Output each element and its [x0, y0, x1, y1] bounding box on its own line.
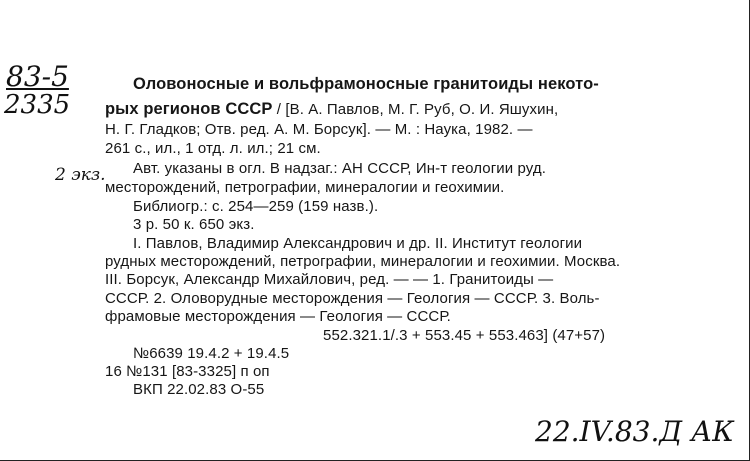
- vkp-stamp: ВКП 22.02.83 О-55: [133, 381, 265, 398]
- handwritten-date-note: 22.IV.83.Д АК: [535, 415, 734, 448]
- title-line-2: [105, 100, 558, 119]
- handwritten-code-bottom: 2335: [4, 90, 71, 120]
- authors-text: / [В. А. Павлов, М. Г. Руб, О. И. Яшухин,: [272, 101, 559, 118]
- publication-line: Н. Г. Гладков; Отв. ред. А. М. Борсук]. — М. : Наука, 1982. —: [105, 121, 533, 138]
- institute-note: месторождений, петрографии, минералогии и геохимии.: [105, 179, 505, 196]
- physical-description: 261 с., ил., 1 отд. л. ил.; 21 см.: [105, 140, 321, 157]
- price-copies: 3 р. 50 к. 650 экз.: [133, 216, 255, 233]
- handwritten-margin-note: 2 экз.: [55, 165, 106, 185]
- bbk-classification: №6639 19.4.2 + 19.4.5: [133, 345, 290, 362]
- tracings-line-4: СССР. 2. Оловорудные месторождения — Геология — СССР. 3. Воль-: [105, 290, 600, 307]
- title-line-2-bold: рых регионов СССР: [105, 100, 273, 118]
- tracings-line-2: рудных месторождений, петрографии, минералогии и геохимии. Москва.: [105, 253, 621, 270]
- registration-number: 16 №131 [83-3325] п оп: [105, 363, 270, 380]
- tracings-line-3: III. Борсук, Александр Михайлович, ред. — — 1. Гранитоиды —: [105, 271, 554, 288]
- handwritten-code-top: 83-5: [6, 60, 69, 93]
- tracings-line-1: I. Павлов, Владимир Александрович и др. II. Институт геологии: [133, 235, 583, 252]
- udc-classification: 552.321.1/.3 + 553.45 + 553.463] (47+57): [323, 327, 606, 344]
- title-line-1: Оловоносные и вольфрамоносные гранитоиды некото-: [133, 75, 599, 93]
- bibliography-note: Библиогр.: с. 254—259 (159 назв.).: [133, 198, 379, 215]
- authors-note: Авт. указаны в огл. В надзаг.: АН СССР, Ин-т геологии руд.: [133, 160, 546, 177]
- tracings-line-5: фрамовые месторождения — Геология — СССР.: [105, 308, 451, 325]
